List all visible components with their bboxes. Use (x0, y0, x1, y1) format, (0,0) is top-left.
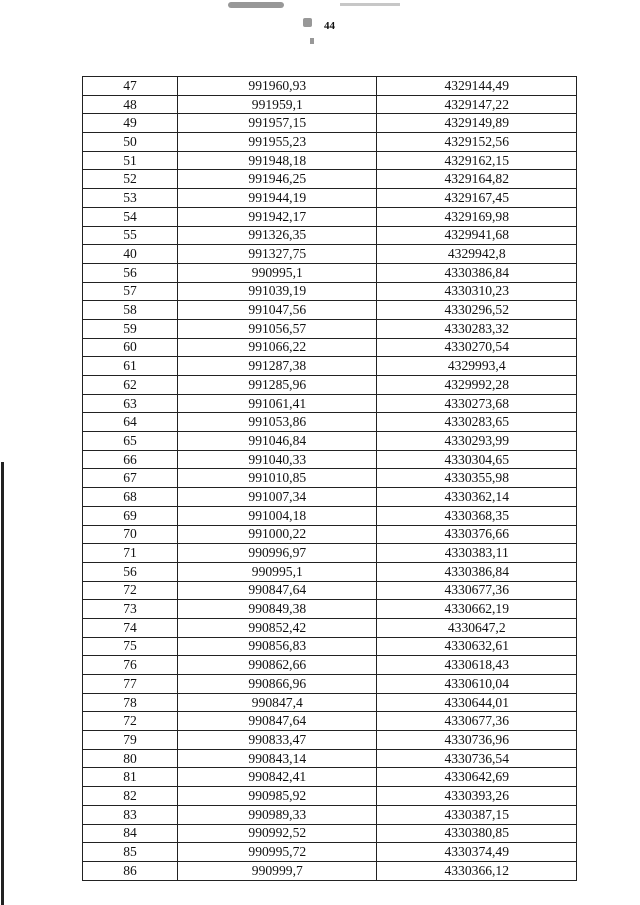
point-number-cell: 61 (83, 357, 178, 376)
y-coordinate-cell: 4330632,61 (377, 637, 577, 656)
y-coordinate-cell: 4330293,99 (377, 432, 577, 451)
x-coordinate-cell: 990995,1 (178, 562, 377, 581)
scan-artifact (340, 3, 400, 6)
table-row (83, 338, 577, 357)
y-coordinate-cell: 4330283,32 (377, 319, 577, 338)
y-coordinate-cell: 4330647,2 (377, 618, 577, 637)
point-number-cell: 70 (83, 525, 178, 544)
point-number-cell: 71 (83, 544, 178, 563)
point-number-cell: 56 (83, 263, 178, 282)
point-number-cell: 82 (83, 787, 178, 806)
point-number-cell: 54 (83, 207, 178, 226)
x-coordinate-cell: 991061,41 (178, 394, 377, 413)
x-coordinate-cell: 991056,57 (178, 319, 377, 338)
y-coordinate-cell: 4329144,49 (377, 77, 577, 96)
point-number-cell: 40 (83, 245, 178, 264)
x-coordinate-cell: 990847,64 (178, 712, 377, 731)
table-row (83, 824, 577, 843)
point-number-cell: 48 (83, 95, 178, 114)
x-coordinate-cell: 990985,92 (178, 787, 377, 806)
point-number-cell: 74 (83, 618, 178, 637)
y-coordinate-cell: 4330662,19 (377, 600, 577, 619)
point-number-cell: 83 (83, 805, 178, 824)
y-coordinate-cell: 4330304,65 (377, 450, 577, 469)
x-coordinate-cell: 991326,35 (178, 226, 377, 245)
y-coordinate-cell: 4330736,96 (377, 731, 577, 750)
y-coordinate-cell: 4330677,36 (377, 712, 577, 731)
y-coordinate-cell: 4329993,4 (377, 357, 577, 376)
scan-artifact (310, 38, 314, 44)
y-coordinate-cell: 4330362,14 (377, 488, 577, 507)
point-number-cell: 60 (83, 338, 178, 357)
x-coordinate-cell: 991946,25 (178, 170, 377, 189)
x-coordinate-cell: 990862,66 (178, 656, 377, 675)
table-row (83, 151, 577, 170)
point-number-cell: 58 (83, 301, 178, 320)
point-number-cell: 76 (83, 656, 178, 675)
point-number-cell: 86 (83, 861, 178, 880)
point-number-cell: 55 (83, 226, 178, 245)
table-row (83, 506, 577, 525)
y-coordinate-cell: 4329164,82 (377, 170, 577, 189)
table-row (83, 637, 577, 656)
point-number-cell: 80 (83, 749, 178, 768)
x-coordinate-cell: 990843,14 (178, 749, 377, 768)
point-number-cell: 53 (83, 189, 178, 208)
y-coordinate-cell: 4330736,54 (377, 749, 577, 768)
table-row (83, 525, 577, 544)
table-row (83, 693, 577, 712)
page-number: 44 (324, 20, 335, 32)
table-row (83, 656, 577, 675)
table-row (83, 114, 577, 133)
point-number-cell: 84 (83, 824, 178, 843)
x-coordinate-cell: 991040,33 (178, 450, 377, 469)
y-coordinate-cell: 4330366,12 (377, 861, 577, 880)
x-coordinate-cell: 990866,96 (178, 675, 377, 694)
x-coordinate-cell: 991957,15 (178, 114, 377, 133)
point-number-cell: 52 (83, 170, 178, 189)
table-row (83, 95, 577, 114)
table-row (83, 469, 577, 488)
x-coordinate-cell: 990852,42 (178, 618, 377, 637)
table-row (83, 562, 577, 581)
point-number-cell: 69 (83, 506, 178, 525)
table-row (83, 544, 577, 563)
point-number-cell: 47 (83, 77, 178, 96)
y-coordinate-cell: 4329941,68 (377, 226, 577, 245)
point-number-cell: 66 (83, 450, 178, 469)
y-coordinate-cell: 4329162,15 (377, 151, 577, 170)
point-number-cell: 67 (83, 469, 178, 488)
point-number-cell: 62 (83, 376, 178, 395)
x-coordinate-cell: 991000,22 (178, 525, 377, 544)
table-row (83, 450, 577, 469)
y-coordinate-cell: 4330642,69 (377, 768, 577, 787)
point-number-cell: 81 (83, 768, 178, 787)
table-row (83, 189, 577, 208)
point-number-cell: 57 (83, 282, 178, 301)
point-number-cell: 56 (83, 562, 178, 581)
x-coordinate-cell: 991004,18 (178, 506, 377, 525)
y-coordinate-cell: 4330270,54 (377, 338, 577, 357)
y-coordinate-cell: 4330387,15 (377, 805, 577, 824)
y-coordinate-cell: 4330386,84 (377, 263, 577, 282)
y-coordinate-cell: 4329167,45 (377, 189, 577, 208)
x-coordinate-cell: 991053,86 (178, 413, 377, 432)
point-number-cell: 75 (83, 637, 178, 656)
table-row (83, 133, 577, 152)
y-coordinate-cell: 4330296,52 (377, 301, 577, 320)
table-row (83, 749, 577, 768)
table-row (83, 376, 577, 395)
point-number-cell: 51 (83, 151, 178, 170)
y-coordinate-cell: 4330383,11 (377, 544, 577, 563)
x-coordinate-cell: 990847,64 (178, 581, 377, 600)
table-row (83, 413, 577, 432)
table-row (83, 618, 577, 637)
point-number-cell: 65 (83, 432, 178, 451)
point-number-cell: 59 (83, 319, 178, 338)
table-row (83, 394, 577, 413)
point-number-cell: 72 (83, 712, 178, 731)
x-coordinate-cell: 991942,17 (178, 207, 377, 226)
point-number-cell: 85 (83, 843, 178, 862)
y-coordinate-cell: 4330386,84 (377, 562, 577, 581)
point-number-cell: 79 (83, 731, 178, 750)
x-coordinate-cell: 990992,52 (178, 824, 377, 843)
point-number-cell: 63 (83, 394, 178, 413)
x-coordinate-cell: 991955,23 (178, 133, 377, 152)
y-coordinate-cell: 4330283,65 (377, 413, 577, 432)
x-coordinate-cell: 991007,34 (178, 488, 377, 507)
x-coordinate-cell: 990995,72 (178, 843, 377, 862)
table-row (83, 805, 577, 824)
table-row (83, 432, 577, 451)
x-coordinate-cell: 991287,38 (178, 357, 377, 376)
x-coordinate-cell: 991960,93 (178, 77, 377, 96)
y-coordinate-cell: 4330677,36 (377, 581, 577, 600)
scan-artifact (228, 2, 284, 8)
table-row (83, 357, 577, 376)
x-coordinate-cell: 990849,38 (178, 600, 377, 619)
y-coordinate-cell: 4329152,56 (377, 133, 577, 152)
y-coordinate-cell: 4330368,35 (377, 506, 577, 525)
x-coordinate-cell: 991010,85 (178, 469, 377, 488)
table-row (83, 787, 577, 806)
y-coordinate-cell: 4330273,68 (377, 394, 577, 413)
y-coordinate-cell: 4330644,01 (377, 693, 577, 712)
x-coordinate-cell: 990989,33 (178, 805, 377, 824)
y-coordinate-cell: 4329147,22 (377, 95, 577, 114)
y-coordinate-cell: 4330393,26 (377, 787, 577, 806)
table-row (83, 77, 577, 96)
table-row (83, 170, 577, 189)
scan-edge-bar (1, 462, 4, 905)
table-row (83, 245, 577, 264)
x-coordinate-cell: 991944,19 (178, 189, 377, 208)
x-coordinate-cell: 990999,7 (178, 861, 377, 880)
x-coordinate-cell: 991046,84 (178, 432, 377, 451)
table-row (83, 731, 577, 750)
scan-artifact (303, 18, 312, 27)
x-coordinate-cell: 990996,97 (178, 544, 377, 563)
table-row (83, 301, 577, 320)
table-row (83, 675, 577, 694)
coordinates-table (82, 76, 577, 881)
y-coordinate-cell: 4330380,85 (377, 824, 577, 843)
table-row (83, 768, 577, 787)
x-coordinate-cell: 991066,22 (178, 338, 377, 357)
table-row (83, 263, 577, 282)
y-coordinate-cell: 4330376,66 (377, 525, 577, 544)
point-number-cell: 78 (83, 693, 178, 712)
point-number-cell: 68 (83, 488, 178, 507)
point-number-cell: 64 (83, 413, 178, 432)
table-row (83, 861, 577, 880)
y-coordinate-cell: 4329992,28 (377, 376, 577, 395)
x-coordinate-cell: 990856,83 (178, 637, 377, 656)
y-coordinate-cell: 4330310,23 (377, 282, 577, 301)
point-number-cell: 73 (83, 600, 178, 619)
y-coordinate-cell: 4330618,43 (377, 656, 577, 675)
table-row (83, 581, 577, 600)
y-coordinate-cell: 4330610,04 (377, 675, 577, 694)
point-number-cell: 50 (83, 133, 178, 152)
x-coordinate-cell: 991285,96 (178, 376, 377, 395)
table-row (83, 207, 577, 226)
y-coordinate-cell: 4329169,98 (377, 207, 577, 226)
x-coordinate-cell: 990833,47 (178, 731, 377, 750)
x-coordinate-cell: 990847,4 (178, 693, 377, 712)
x-coordinate-cell: 991948,18 (178, 151, 377, 170)
table-row (83, 488, 577, 507)
table-row (83, 319, 577, 338)
y-coordinate-cell: 4329942,8 (377, 245, 577, 264)
x-coordinate-cell: 990842,41 (178, 768, 377, 787)
x-coordinate-cell: 991039,19 (178, 282, 377, 301)
y-coordinate-cell: 4330355,98 (377, 469, 577, 488)
point-number-cell: 49 (83, 114, 178, 133)
table-row (83, 600, 577, 619)
x-coordinate-cell: 991047,56 (178, 301, 377, 320)
table-row (83, 843, 577, 862)
x-coordinate-cell: 991959,1 (178, 95, 377, 114)
x-coordinate-cell: 990995,1 (178, 263, 377, 282)
table-row (83, 712, 577, 731)
point-number-cell: 72 (83, 581, 178, 600)
table-row (83, 282, 577, 301)
y-coordinate-cell: 4330374,49 (377, 843, 577, 862)
x-coordinate-cell: 991327,75 (178, 245, 377, 264)
table-row (83, 226, 577, 245)
y-coordinate-cell: 4329149,89 (377, 114, 577, 133)
coordinates-table-body (83, 77, 577, 881)
point-number-cell: 77 (83, 675, 178, 694)
